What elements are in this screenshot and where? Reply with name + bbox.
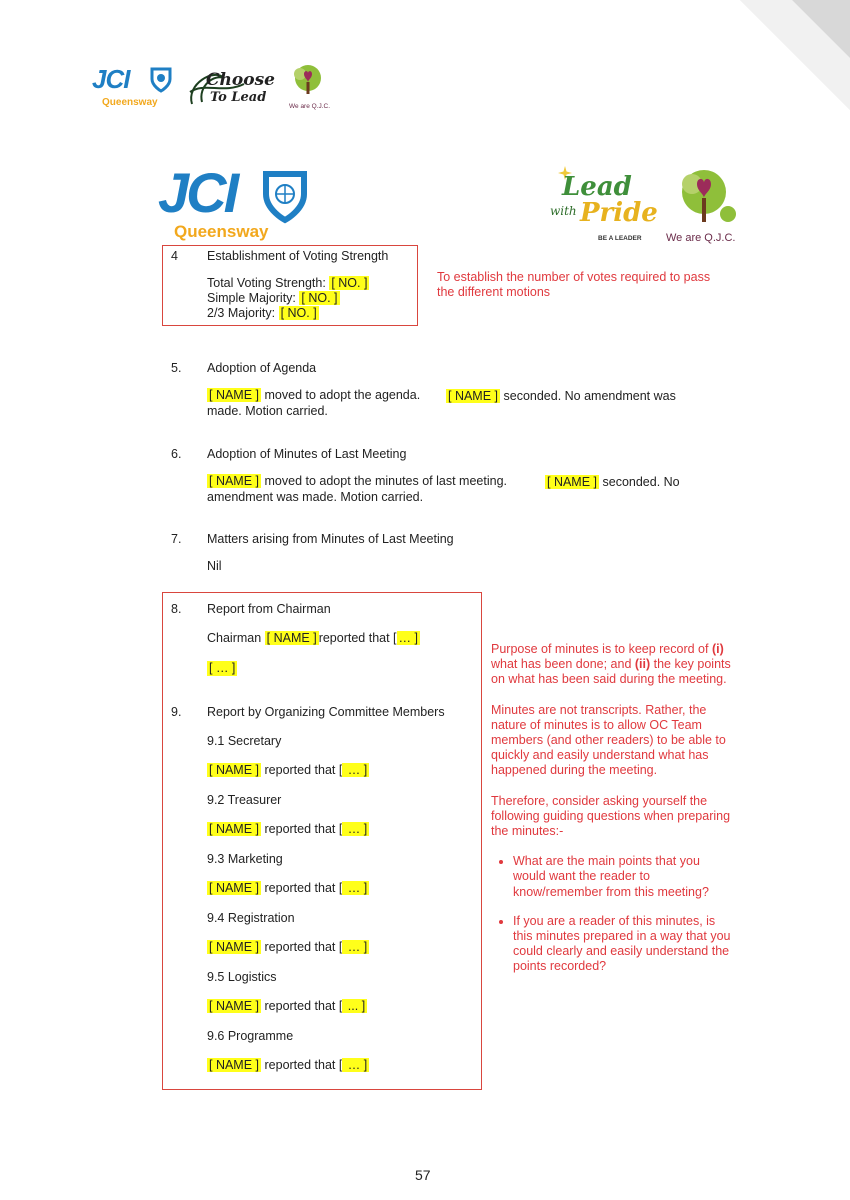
oc-item-registration bbox=[207, 911, 467, 970]
total-voting-label: Total Voting Strength: bbox=[207, 276, 326, 290]
be-a-leader-text: BE A LEADER bbox=[598, 235, 642, 242]
with-text: with bbox=[550, 204, 577, 218]
seconder-text-minutes: seconded. No bbox=[602, 475, 680, 489]
purpose-marker-ii: (ii) bbox=[634, 657, 651, 672]
mover-name-minutes[interactable]: [ NAME ] bbox=[209, 474, 260, 488]
jci-logo-text: JCI bbox=[92, 64, 130, 94]
queensway-label-large: Queensway bbox=[174, 222, 269, 241]
oc-item-label: 9.1 Secretary bbox=[207, 734, 282, 748]
section-4-number: 4 bbox=[171, 249, 178, 263]
mover-text-minutes: moved to adopt the minutes of last meeting. bbox=[264, 474, 507, 488]
purpose-paragraph bbox=[491, 642, 736, 688]
oc-item-report bbox=[207, 940, 467, 955]
simple-majority-value[interactable]: [ NO. ] bbox=[301, 291, 338, 305]
oc-member-name[interactable]: [ NAME ] bbox=[209, 1058, 260, 1072]
oc-report-content[interactable]: … ] bbox=[344, 940, 368, 954]
section-5-line-1 bbox=[207, 388, 420, 403]
section-9-number: 9. bbox=[171, 705, 182, 719]
guiding-questions-paragraph: Therefore, consider asking yourself the following guiding questions when preparing the minutes:- bbox=[491, 793, 731, 839]
oc-item-label: 9.2 Treasurer bbox=[207, 793, 282, 807]
simple-majority bbox=[207, 291, 340, 306]
chairman-report-line bbox=[207, 631, 420, 646]
two-thirds-majority-value[interactable]: [ NO. ] bbox=[280, 306, 317, 320]
oc-report-content[interactable]: … ] bbox=[344, 1058, 368, 1072]
shield-icon bbox=[150, 67, 172, 93]
section-5-line-2: made. Motion carried. bbox=[207, 404, 328, 418]
two-thirds-majority-label: 2/3 Majority: bbox=[207, 306, 276, 320]
transcripts-paragraph: Minutes are not transcripts. Rather, the nature of minutes is to allow OC Team members (and other readers) to be able to quickly and easily understand what has happened during the meeting. bbox=[491, 702, 726, 778]
oc-reported-text: reported that [ bbox=[264, 999, 343, 1013]
oc-item-label: 9.3 Marketing bbox=[207, 852, 283, 866]
chairman-report-content[interactable]: … ] bbox=[398, 631, 418, 645]
section-8-title: Report from Chairman bbox=[207, 602, 331, 616]
guiding-question-2: • If you are a reader of this minutes, is this minutes prepared in a way that you could clearly and easily understand the points recorded? bbox=[513, 914, 736, 975]
seconder-text: seconded. No amendment was bbox=[503, 389, 676, 403]
lead-text: Lead bbox=[562, 172, 632, 202]
section-5-number: 5. bbox=[171, 361, 182, 375]
section-7-title: Matters arising from Minutes of Last Meeting bbox=[207, 532, 454, 546]
jci-logo-text-large: JCI bbox=[158, 161, 237, 224]
page-curl-corner bbox=[740, 0, 850, 110]
pride-text: Pride bbox=[580, 198, 658, 228]
oc-reported-text: reported that [ bbox=[264, 1058, 343, 1072]
section-5-title: Adoption of Agenda bbox=[207, 361, 317, 375]
oc-item-label: 9.4 Registration bbox=[207, 911, 295, 925]
oc-reported-text: reported that [ bbox=[264, 763, 343, 777]
section-6-seconder bbox=[545, 475, 680, 490]
oc-member-name[interactable]: [ NAME ] bbox=[209, 940, 260, 954]
queensway-label: Queensway bbox=[102, 97, 158, 108]
oc-item-programme bbox=[207, 1029, 467, 1088]
section-6-line-1 bbox=[207, 474, 507, 489]
tree-icon-large bbox=[670, 166, 740, 226]
minutes-guidance-note bbox=[491, 642, 736, 989]
oc-reported-text: reported that [ bbox=[264, 881, 343, 895]
guiding-questions-list bbox=[491, 854, 736, 974]
section-7-number: 7. bbox=[171, 532, 182, 546]
oc-member-name[interactable]: [ NAME ] bbox=[209, 881, 260, 895]
oc-item-report bbox=[207, 881, 467, 896]
oc-report-list bbox=[207, 734, 467, 1088]
shield-icon-large bbox=[262, 170, 308, 224]
we-are-qjc-small: We are Q.J.C. bbox=[289, 103, 331, 110]
purpose-text-ii: the key points on what has been said during the meeting. bbox=[491, 657, 731, 687]
section-9-title: Report by Organizing Committee Members bbox=[207, 705, 445, 719]
oc-member-name[interactable]: [ NAME ] bbox=[209, 999, 260, 1013]
section-7-body: Nil bbox=[207, 559, 222, 573]
top-logo-group bbox=[92, 64, 342, 114]
we-are-qjc-large: We are Q.J.C. bbox=[666, 232, 736, 244]
chairman-reported-text: reported that [ bbox=[318, 631, 397, 645]
purpose-line-1: Purpose of minutes is to keep record of bbox=[491, 642, 709, 656]
total-voting-strength bbox=[207, 276, 369, 291]
section-4-title: Establishment of Voting Strength bbox=[207, 249, 389, 263]
oc-item-treasurer bbox=[207, 793, 467, 852]
section-8-number: 8. bbox=[171, 602, 182, 616]
oc-item-label: 9.6 Programme bbox=[207, 1029, 294, 1043]
two-thirds-majority bbox=[207, 306, 319, 321]
simple-majority-label: Simple Majority: bbox=[207, 291, 296, 305]
section-5-seconder bbox=[446, 389, 676, 404]
section-6-number: 6. bbox=[171, 447, 182, 461]
oc-item-report bbox=[207, 763, 467, 778]
voting-note: To establish the number of votes required to pass the different motions bbox=[437, 270, 711, 300]
tree-icon bbox=[288, 64, 328, 100]
oc-reported-text: reported that [ bbox=[264, 940, 343, 954]
oc-report-content[interactable]: ... ] bbox=[344, 999, 366, 1013]
oc-item-report bbox=[207, 1058, 467, 1073]
oc-item-report bbox=[207, 822, 467, 837]
oc-item-marketing bbox=[207, 852, 467, 911]
total-voting-value[interactable]: [ NO. ] bbox=[331, 276, 368, 290]
page-number: 57 bbox=[415, 1167, 431, 1183]
choose-to-lead-logo bbox=[184, 64, 279, 112]
to-lead-text: To Lead bbox=[210, 90, 267, 105]
oc-item-label: 9.5 Logistics bbox=[207, 970, 277, 984]
oc-report-content[interactable]: … ] bbox=[344, 881, 368, 895]
seconder-name-minutes[interactable]: [ NAME ] bbox=[547, 475, 598, 489]
lead-with-pride-logo bbox=[548, 166, 658, 246]
oc-reported-text: reported that [ bbox=[264, 822, 343, 836]
oc-item-secretary bbox=[207, 734, 467, 793]
section-6-title: Adoption of Minutes of Last Meeting bbox=[207, 447, 407, 461]
oc-report-content[interactable]: … ] bbox=[344, 822, 368, 836]
oc-member-name[interactable]: [ NAME ] bbox=[209, 763, 260, 777]
choose-text: Choose bbox=[206, 70, 275, 90]
oc-report-content[interactable]: … ] bbox=[344, 763, 368, 777]
section-6-line-2: amendment was made. Motion carried. bbox=[207, 490, 424, 504]
chairman-name[interactable]: [ NAME ] bbox=[266, 631, 317, 645]
oc-item-report bbox=[207, 999, 467, 1014]
purpose-marker-i: (i) bbox=[711, 642, 724, 656]
purpose-text-i: what has been done; and bbox=[491, 657, 635, 672]
chairman-label: Chairman bbox=[207, 631, 262, 645]
chairman-report-extra[interactable]: [ … ] bbox=[209, 661, 236, 675]
seconder-name[interactable]: [ NAME ] bbox=[448, 389, 499, 403]
oc-member-name[interactable]: [ NAME ] bbox=[209, 822, 260, 836]
oc-item-logistics bbox=[207, 970, 467, 1029]
mover-name[interactable]: [ NAME ] bbox=[209, 388, 260, 402]
mover-text: moved to adopt the agenda. bbox=[264, 388, 421, 402]
guiding-question-1: • What are the main points that you would want the reader to know/remember from this meeting? bbox=[513, 854, 736, 900]
main-jci-logo bbox=[158, 161, 328, 243]
